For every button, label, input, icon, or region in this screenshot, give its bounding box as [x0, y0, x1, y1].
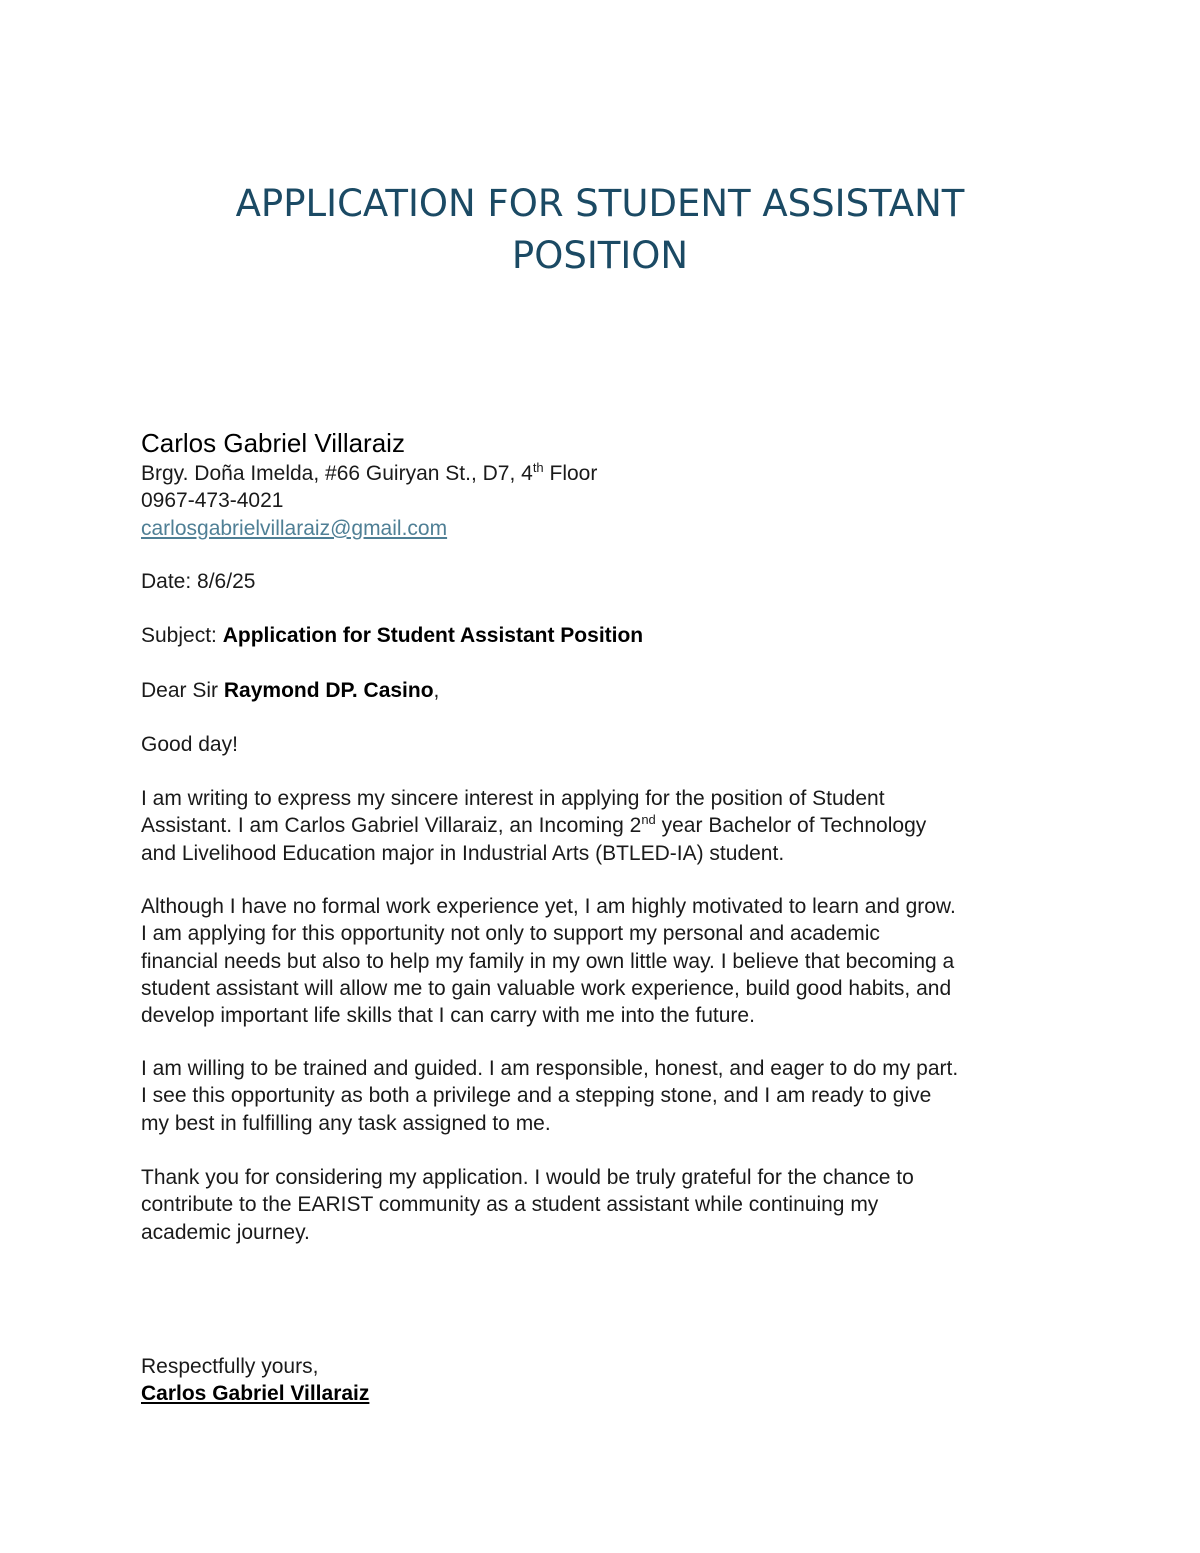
paragraph-1-line: and Livelihood Education major in Industrial Arts (BTLED-IA) student.: [141, 841, 785, 865]
paragraph-4-line: Thank you for considering my application. I would be truly grateful for the chance to: [141, 1166, 914, 1189]
sender-phone: 0967-473-4021: [141, 489, 284, 513]
title-line-2: POSITION: [511, 234, 689, 277]
salutation: [141, 677, 1071, 704]
sender-name: Carlos Gabriel Villaraiz: [141, 428, 405, 458]
date-label: Date:: [141, 570, 192, 593]
paragraph-2-line: Although I have no formal work experience yet, I am highly motivated to learn and grow.: [141, 895, 956, 918]
paragraph-4: [141, 1164, 1071, 1246]
paragraph-1-text: Assistant. I am Carlos Gabriel Villaraiz, an Incoming 2: [141, 814, 642, 838]
paragraph-3: [141, 1055, 1071, 1137]
paragraph-2-line: develop important life skills that I can carry with me into the future.: [141, 1004, 755, 1028]
paragraph-4-line: academic journey.: [141, 1220, 310, 1244]
sender-address: [141, 460, 1071, 487]
sender-contact-block: [141, 460, 1071, 542]
sender-address-end: Floor: [543, 462, 598, 485]
paragraph-2-line: I am applying for this opportunity not only to support my personal and academic: [141, 922, 880, 946]
paragraph-2-line: financial needs but also to help my family in my own little way. I believe that becoming a: [141, 949, 955, 973]
salutation-suffix: ,: [433, 679, 440, 702]
subject-value: Application for Student Assistant Position: [222, 624, 644, 647]
salutation-prefix: Dear Sir: [141, 679, 219, 702]
recipient-name: Raymond DP. Casino: [223, 679, 434, 702]
subject-label: Subject:: [141, 624, 217, 647]
paragraph-3-line: I am willing to be trained and guided. I am responsible, honest, and eager to do my part.: [141, 1057, 959, 1080]
paragraph-4-line: contribute to the EARIST community as a student assistant while continuing my: [141, 1193, 879, 1217]
signature-name: Carlos Gabriel Villaraiz: [141, 1382, 370, 1406]
title-line-1: APPLICATION FOR STUDENT ASSISTANT: [235, 182, 965, 225]
subject-line: [141, 622, 1071, 649]
paragraph-3-line: my best in fulfilling any task assigned to me.: [141, 1111, 551, 1135]
document-title: [150, 178, 1050, 282]
ordinal-sup: nd: [641, 812, 656, 828]
sender-address-main: Brgy. Doña Imelda, #66 Guiryan St., D7, 4: [141, 462, 533, 485]
closing-block: [141, 1353, 1071, 1408]
date-line: [141, 568, 1071, 595]
paragraph-1-line: I am writing to express my sincere interest in applying for the position of Student: [141, 787, 885, 810]
paragraph-2: [141, 893, 1071, 1029]
paragraph-1: [141, 785, 1071, 867]
closing-phrase: Respectfully yours,: [141, 1355, 319, 1378]
date-value: 8/6/25: [197, 570, 256, 593]
greeting: Good day!: [141, 733, 238, 756]
sender-address-sup: th: [532, 460, 544, 475]
paragraph-1-text: year Bachelor of Technology: [655, 814, 927, 838]
paragraph-1-line: [141, 812, 1071, 839]
sender-email-link[interactable]: carlosgabrielvillaraiz@gmail.com: [141, 516, 448, 540]
paragraph-3-line: I see this opportunity as both a privilege and a stepping stone, and I am ready to give: [141, 1084, 932, 1108]
paragraph-2-line: student assistant will allow me to gain valuable work experience, build good habits, and: [141, 976, 952, 1000]
